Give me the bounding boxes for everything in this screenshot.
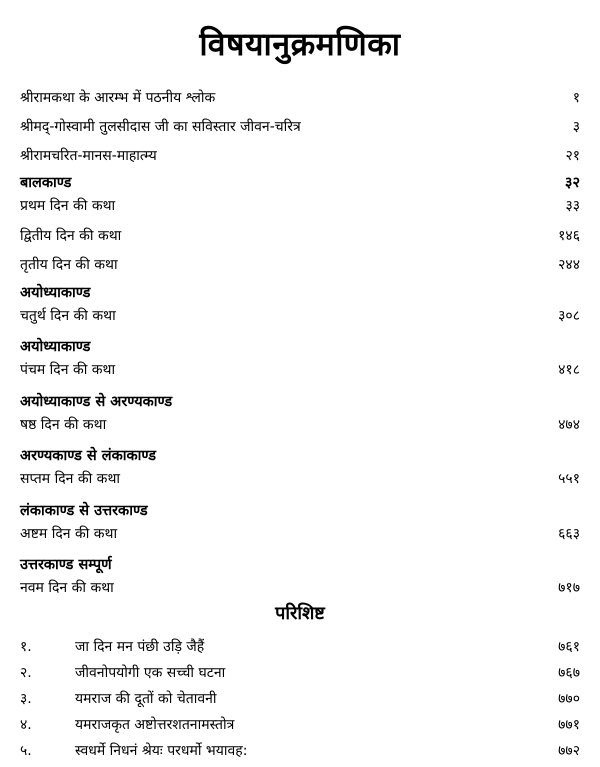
toc-page-number: ३०८ [558, 307, 580, 324]
toc-label: श्रीरामकथा के आरम्भ में पठनीय श्लोक [20, 89, 216, 106]
appendix-page-number: ७७२ [558, 742, 580, 759]
toc-label: श्रीरामचरित-मानस-माहात्म्य [20, 147, 157, 164]
appendix-page-number: ७७१ [558, 716, 580, 733]
toc-label: षष्ठ दिन की कथा [20, 416, 107, 433]
toc-row [20, 113, 580, 139]
section-title: अरण्यकाण्ड से लंकाकाण्ड [20, 448, 156, 464]
appendix-row [20, 685, 580, 711]
appendix-row [20, 711, 580, 737]
section-title: लंकाकाण्ड से उत्तरकाण्ड [20, 503, 148, 519]
toc-page-number: ३२ [564, 175, 580, 191]
appendix-label: जा दिन मन पंछी उड़ि जैहैं [75, 638, 205, 655]
appendix-page-number: ७६१ [558, 638, 580, 655]
appendix-label: यमराज की दूतों को चेतावनी [75, 690, 217, 707]
toc-row [20, 520, 580, 546]
toc-row [20, 251, 580, 277]
toc-label: द्वितीय दिन की कथा [20, 227, 122, 244]
toc-row [20, 465, 580, 491]
appendix-row [20, 737, 580, 763]
appendix-title: परिशिष्ट [275, 603, 325, 624]
appendix-row [20, 633, 580, 659]
toc-page-number: ३ [572, 118, 580, 135]
toc-page-number: २१ [565, 147, 580, 164]
appendix-number: ५. [20, 742, 32, 759]
toc-page-number: ३३ [565, 197, 580, 214]
appendix-page-number: ७७० [558, 690, 580, 707]
section-title: उत्तरकाण्ड सम्पूर्ण [20, 557, 112, 573]
toc-page-number: ७१७ [558, 579, 580, 596]
toc-row [20, 302, 580, 328]
appendix-number: ४. [20, 716, 32, 733]
toc-row [20, 574, 580, 600]
toc-label: श्रीमद्-गोस्वामी तुलसीदास जी का सविस्तार जीवन-चरित्र [20, 118, 301, 135]
toc-label: चतुर्थ दिन की कथा [20, 307, 116, 324]
section-title: अयोध्याकाण्ड से अरण्यकाण्ड [20, 394, 173, 410]
appendix-label: जीवनोपयोगी एक सच्ची घटना [75, 664, 226, 681]
toc-label: पंचम दिन की कथा [20, 361, 116, 378]
toc-page-number: ४१८ [558, 361, 580, 378]
toc-label: तृतीय दिन की कथा [20, 256, 118, 273]
appendix-number: १. [20, 638, 32, 655]
toc-label: प्रथम दिन की कथा [20, 197, 116, 214]
toc-page-number: ५५१ [558, 470, 580, 487]
toc-row [20, 192, 580, 218]
toc-row [20, 84, 580, 110]
appendix-label: यमराजकृत अष्टोत्तरशतनामस्तोत्र [75, 716, 235, 733]
section-title: बालकाण्ड [20, 175, 72, 191]
toc-page-number: १ [572, 89, 580, 106]
toc-row [20, 142, 580, 168]
section-title: अयोध्याकाण्ड [20, 339, 91, 355]
appendix-number: ३. [20, 690, 32, 707]
toc-row [20, 411, 580, 437]
toc-page-number: २४४ [558, 256, 580, 273]
appendix-row [20, 659, 580, 685]
page-title: विषयानुक्रमणिका [199, 25, 401, 63]
toc-label: अष्टम दिन की कथा [20, 525, 118, 542]
toc-row [20, 222, 580, 248]
toc-page-number: ४७४ [558, 416, 580, 433]
toc-label: नवम दिन की कथा [20, 579, 114, 596]
toc-row [20, 356, 580, 382]
section-title: अयोध्याकाण्ड [20, 285, 91, 301]
toc-page-number: १४६ [558, 227, 580, 244]
appendix-number: २. [20, 664, 32, 681]
appendix-page-number: ७६७ [558, 664, 580, 681]
toc-label: सप्तम दिन की कथा [20, 470, 121, 487]
appendix-label: स्वधर्मे निधनं श्रेयः परधर्मो भयावह: [75, 742, 248, 759]
toc-page-number: ६६३ [558, 525, 580, 542]
